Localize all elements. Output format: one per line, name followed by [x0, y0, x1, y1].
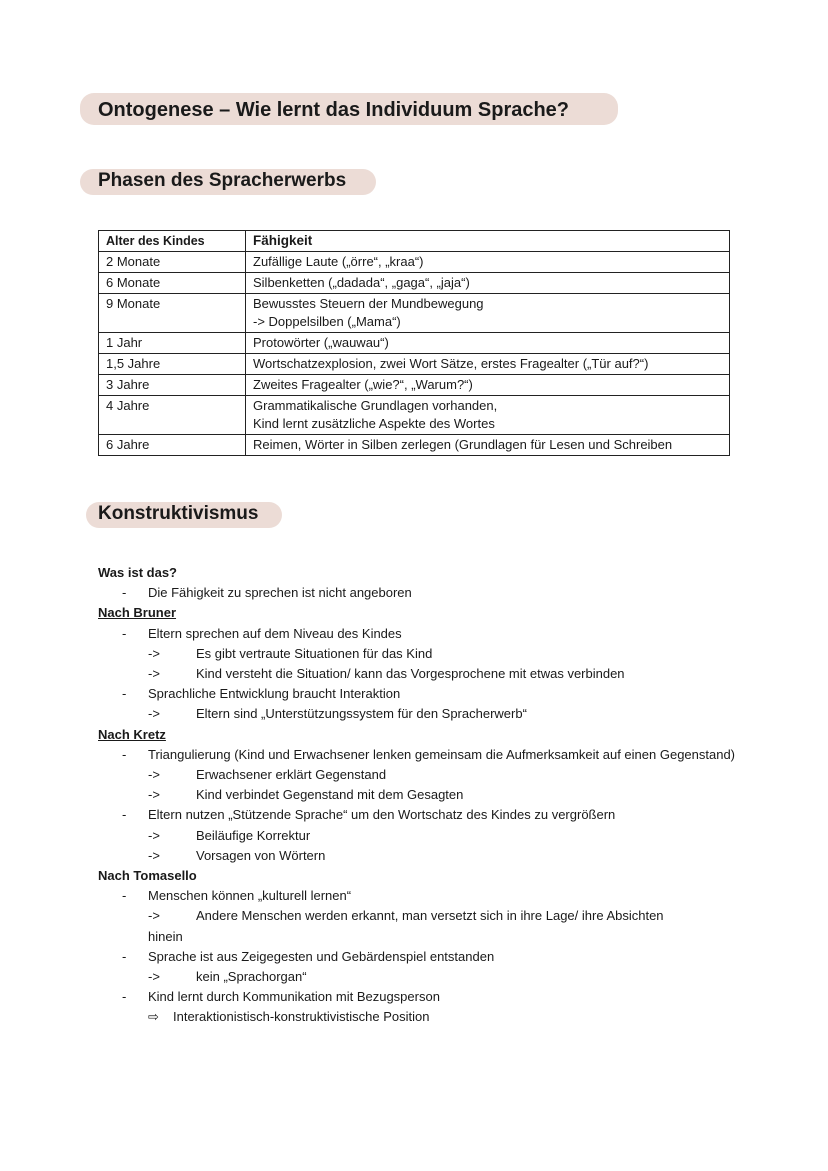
list-item: -> Beiläufige Korrektur — [98, 826, 738, 846]
table-cell-line: Kind lernt zusätzliche Aspekte des Wortes — [253, 416, 495, 431]
dash-bullet: - — [122, 746, 127, 762]
konstruktivismus-heading-block — [80, 500, 258, 528]
dash-bullet: - — [122, 989, 127, 1005]
list-item: -> Erwachsener erklärt Gegenstand — [98, 765, 738, 785]
konstruktivismus-heading: Konstruktivismus — [98, 503, 259, 524]
table-cell-line: -> Doppelsilben („Mama“) — [253, 314, 401, 329]
table-cell-age: 6 Monate — [99, 273, 246, 294]
table-cell-age: 4 Jahre — [99, 396, 246, 435]
table-cell-age: 6 Jahre — [99, 435, 246, 456]
list-item: - Sprachliche Entwicklung braucht Interaktion — [98, 684, 738, 704]
arrow-bullet: -> — [148, 827, 160, 843]
result-arrow-icon: ⇨ — [148, 1009, 159, 1025]
table-cell-skill: Zufällige Laute („örre“, „kraa“) — [246, 252, 730, 273]
list-item: - Sprache ist aus Zeigegesten und Gebärdenspiel entstanden — [98, 947, 738, 967]
table-cell-skill: Protowörter („wauwau“) — [246, 333, 730, 354]
list-item: - Triangulierung (Kind und Erwachsener lenken gemeinsam die Aufmerksamkeit auf einen Gegenstand) — [98, 745, 738, 765]
list-item: - Die Fähigkeit zu sprechen ist nicht angeboren — [98, 583, 738, 603]
list-item: -> Eltern sind „Unterstützungssystem für den Spracherwerb“ — [98, 704, 738, 724]
table-cell-age: 1,5 Jahre — [99, 354, 246, 375]
table-row — [99, 396, 730, 435]
section-title-kretz: Nach Kretz — [98, 726, 166, 742]
dash-bullet: - — [122, 948, 127, 964]
arrow-bullet: -> — [148, 666, 160, 682]
section-title-tomasello: Nach Tomasello — [98, 868, 197, 884]
arrow-bullet: -> — [148, 908, 160, 924]
table-header-row — [99, 231, 730, 252]
list-item: -> Andere Menschen werden erkannt, man versetzt sich in ihre Lage/ ihre Absichten — [98, 906, 738, 926]
arrow-bullet: -> — [148, 767, 160, 783]
dash-bullet: - — [122, 585, 127, 601]
page-title-block — [80, 95, 569, 125]
konstruktivismus-body — [98, 563, 738, 1028]
list-item: -> Kind versteht die Situation/ kann das Vorgesprochene mit etwas verbinden — [98, 664, 738, 684]
table-cell-skill — [246, 396, 730, 435]
table-cell-skill: Reimen, Wörter in Silben zerlegen (Grundlagen für Lesen und Schreiben — [246, 435, 730, 456]
list-item: -> kein „Sprachorgan“ — [98, 967, 738, 987]
page-title: Ontogenese – Wie lernt das Individuum Sprache? — [98, 99, 570, 121]
list-item: - Eltern sprechen auf dem Niveau des Kindes — [98, 624, 738, 644]
list-item: -> Vorsagen von Wörtern — [98, 846, 738, 866]
section-title-was-ist-das: Was ist das? — [98, 565, 177, 580]
dash-bullet: - — [122, 625, 127, 641]
table-row — [99, 252, 730, 273]
list-item: ⇨ Interaktionistisch-konstruktivistische Position — [98, 1007, 738, 1027]
arrow-bullet: -> — [148, 847, 160, 863]
table-cell-age: 2 Monate — [99, 252, 246, 273]
table-row — [99, 273, 730, 294]
phasen-heading: Phasen des Spracherwerbs — [98, 170, 347, 191]
list-item: -> Kind verbindet Gegenstand mit dem Gesagten — [98, 785, 738, 805]
table-cell-line: Bewusstes Steuern der Mundbewegung — [253, 296, 484, 311]
table-row — [99, 333, 730, 354]
table-cell-skill: Zweites Fragealter („wie?“, „Warum?“) — [246, 375, 730, 396]
phasen-table — [98, 230, 730, 456]
table-cell-skill — [246, 294, 730, 333]
table-row — [99, 435, 730, 456]
dash-bullet: - — [122, 686, 127, 702]
table-cell-skill: Wortschatzexplosion, zwei Wort Sätze, erstes Fragealter („Tür auf?“) — [246, 354, 730, 375]
table-cell-line: Grammatikalische Grundlagen vorhanden, — [253, 398, 498, 413]
table-cell-age: 9 Monate — [99, 294, 246, 333]
section-title-bruner: Nach Bruner — [98, 605, 177, 621]
list-item: -> Es gibt vertraute Situationen für das Kind — [98, 644, 738, 664]
arrow-bullet: -> — [148, 706, 160, 722]
table-cell-age: 1 Jahr — [99, 333, 246, 354]
list-item: - Eltern nutzen „Stützende Sprache“ um den Wortschatz des Kindes zu vergrößern — [98, 805, 738, 825]
dash-bullet: - — [122, 888, 127, 904]
list-item: - Menschen können „kulturell lernen“ — [98, 886, 738, 906]
list-item-continuation: hinein — [148, 928, 183, 944]
dash-bullet: - — [122, 807, 127, 823]
table-header-skill: Fähigkeit — [246, 231, 730, 252]
table-row — [99, 294, 730, 333]
table-cell-skill: Silbenketten („dadada“, „gaga“, „jaja“) — [246, 273, 730, 294]
table-row — [99, 375, 730, 396]
table-header-age: Alter des Kindes — [99, 231, 246, 252]
list-item: - Kind lernt durch Kommunikation mit Bezugsperson — [98, 987, 738, 1007]
table-cell-age: 3 Jahre — [99, 375, 246, 396]
arrow-bullet: -> — [148, 787, 160, 803]
arrow-bullet: -> — [148, 969, 160, 985]
arrow-bullet: -> — [148, 645, 160, 661]
phasen-heading-block — [80, 167, 346, 195]
table-row — [99, 354, 730, 375]
